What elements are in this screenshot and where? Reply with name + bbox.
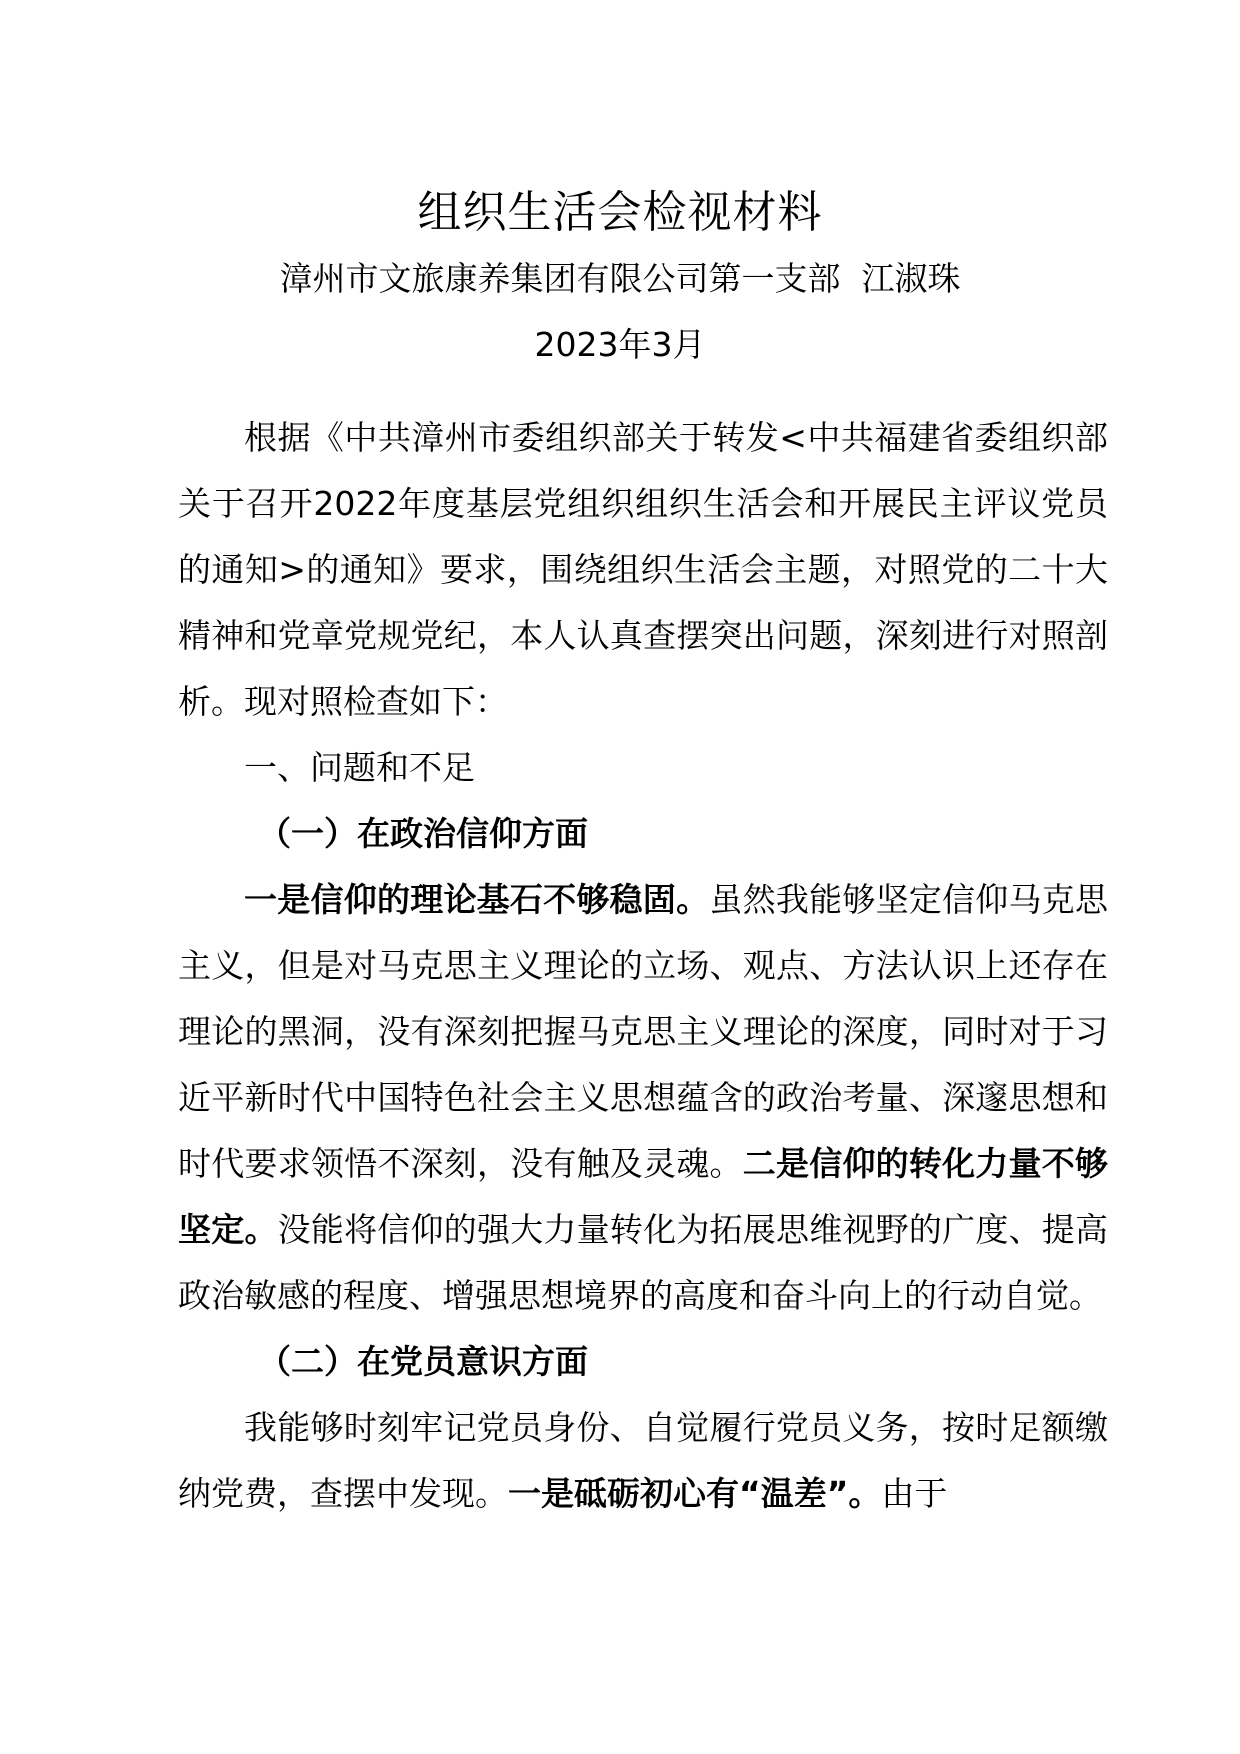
- section-one-paragraph: [178, 867, 1108, 1329]
- section-two-point-one-text: 由于: [881, 1474, 948, 1513]
- section-two-heading: （二）在党员意识方面: [258, 1342, 588, 1381]
- section-one-point-one-text: 虽然我能够坚定信仰马克思主义，但是对马克思主义理论的立场、观点、方法认识上还存在理论的黑洞，没有深刻把握马克思主义理论的深度，同时对于习近平新时代中国特色社会主义思想蕴含的政治考量、深邃思想和时代要求领悟不深刻，没有触及灵魂。: [178, 880, 1109, 1183]
- section-one-point-one-lead: 一是信仰的理论基石不够稳固。: [244, 880, 710, 919]
- part-one-heading: 一、问题和不足: [244, 748, 475, 787]
- document-body: [178, 405, 1108, 1527]
- document-date: 2023年3月: [534, 325, 706, 364]
- section-one-point-two-text: 没能将信仰的强大力量转化为拓展思维视野的广度、提高政治敏感的程度、增强思想境界的高度和奋斗向上的行动自觉。: [178, 1210, 1109, 1315]
- author-line: 漳州市文旅康养集团有限公司第一支部 江淑珠: [279, 259, 961, 298]
- intro-paragraph: 根据《中共漳州市委组织部关于转发<中共福建省委组织部关于召开2022年度基层党组织组织生活会和开展民主评议党员的通知>的通知》要求，围绕组织生活会主题，对照党的二十大精神和党章党规党纪，本人认真查摆突出问题，深刻进行对照剖析。现对照检查如下：: [178, 418, 1108, 721]
- document-title: 组织生活会检视材料: [417, 187, 823, 238]
- section-one-point-two-lead: 二是信仰的转化力量不够坚定。: [178, 1144, 1109, 1249]
- section-one-heading: （一）在政治信仰方面: [258, 814, 588, 853]
- section-two-intro-text: 我能够时刻牢记党员身份、自觉履行党员义务，按时足额缴纳党费，查摆中发现。: [178, 1408, 1108, 1513]
- section-two-paragraph: [178, 1395, 1108, 1527]
- section-two-point-one-lead: 一是砥砺初心有“温差”。: [508, 1474, 882, 1513]
